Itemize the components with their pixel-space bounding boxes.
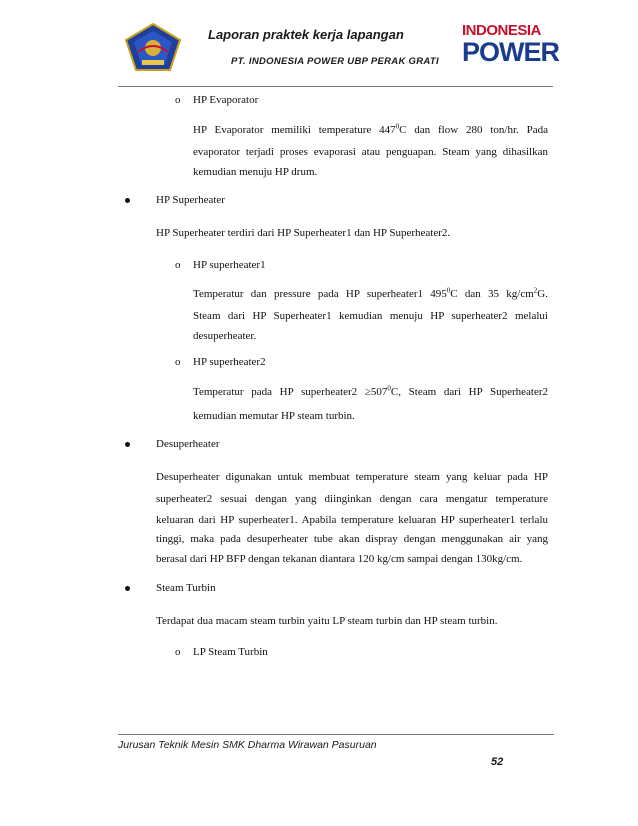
page-number: 52	[491, 756, 504, 768]
desuperheater-line4: tinggi, maka pada desuperheater tube akan dispray dengan menggunakan air yang	[156, 533, 548, 545]
circle-bullet: o	[175, 356, 181, 368]
hp-superheater2-line1: Temperatur pada HP superheater2 $\ge 507^0C$, Steam dari HP Superheater2	[193, 384, 548, 398]
hp-evaporator-line1: HP Evaporator memiliki temperature $447^0C$ dan flow 280 ton/hr. Pada	[193, 122, 549, 136]
hp-superheater-text: HP Superheater terdiri dari HP Superheater1 dan HP Superheater2.	[156, 227, 451, 239]
header-divider	[118, 86, 553, 87]
hp-superheater2-label: HP superheater2	[193, 356, 266, 368]
steam-turbin-text: Terdapat dua macam steam turbin yaitu LP steam turbin dan HP steam turbin.	[156, 615, 498, 627]
bullet-dot	[125, 442, 130, 447]
desuperheater-line5: berasal dari HP BFP dengan tekanan diantara 120 kg/cm sampai dengan 130kg/cm.	[156, 553, 523, 565]
bullet-dot	[125, 586, 130, 591]
logo-text-top: INDONESIA	[462, 22, 541, 39]
desuperheater-line3: keluaran dari HP superheater1. Apabila temperature keluaran HP superheater1 terlalu	[156, 514, 548, 526]
circle-bullet: o	[175, 646, 181, 658]
circle-bullet: o	[175, 94, 181, 106]
steam-turbin-label: Steam Turbin	[156, 582, 216, 594]
hp-superheater2-line2: kemudian memutar HP steam turbin.	[193, 410, 355, 422]
logo-text-bottom: POWER	[462, 37, 560, 67]
hp-evaporator-line3: kemudian menuju HP drum.	[193, 166, 318, 178]
report-title: Laporan praktek kerja lapangan	[208, 27, 404, 42]
desuperheater-line1: Desuperheater digunakan untuk membuat temperature steam yang keluar pada HP	[156, 471, 548, 483]
footer-text: Jurusan Teknik Mesin SMK Dharma Wirawan Pasuruan	[118, 739, 377, 751]
hp-evaporator-line2: evaporator terjadi proses evaporasi atau penguapan. Steam yang dihasilkan	[193, 146, 548, 158]
hp-evaporator-label: HP Evaporator	[193, 94, 259, 106]
school-emblem-logo	[124, 22, 182, 74]
indonesia-power-logo	[462, 22, 560, 74]
hp-superheater1-line1: Temperatur dan pressure pada HP superheater1 $495^0C$ dan 35 $kg/cm^2G$.	[193, 286, 548, 300]
bullet-dot	[125, 198, 130, 203]
company-subtitle: PT. INDONESIA POWER UBP PERAK GRATI	[231, 56, 439, 67]
desuperheater-label: Desuperheater	[156, 438, 220, 450]
footer-divider	[118, 734, 554, 735]
page-header	[0, 0, 638, 90]
desuperheater-line2: superheater2 sesuai dengan yang diinginkan dengan cara mengatur temperature	[156, 493, 548, 505]
hp-superheater1-line3: desuperheater.	[193, 330, 257, 342]
hp-superheater1-label: HP superheater1	[193, 259, 266, 271]
hp-superheater-label: HP Superheater	[156, 194, 225, 206]
circle-bullet: o	[175, 259, 181, 271]
hp-superheater1-line2: Steam dari HP Superheater1 kemudian menuju HP superheater2 melalui	[193, 310, 548, 322]
lp-steam-turbin-label: LP Steam Turbin	[193, 646, 268, 658]
